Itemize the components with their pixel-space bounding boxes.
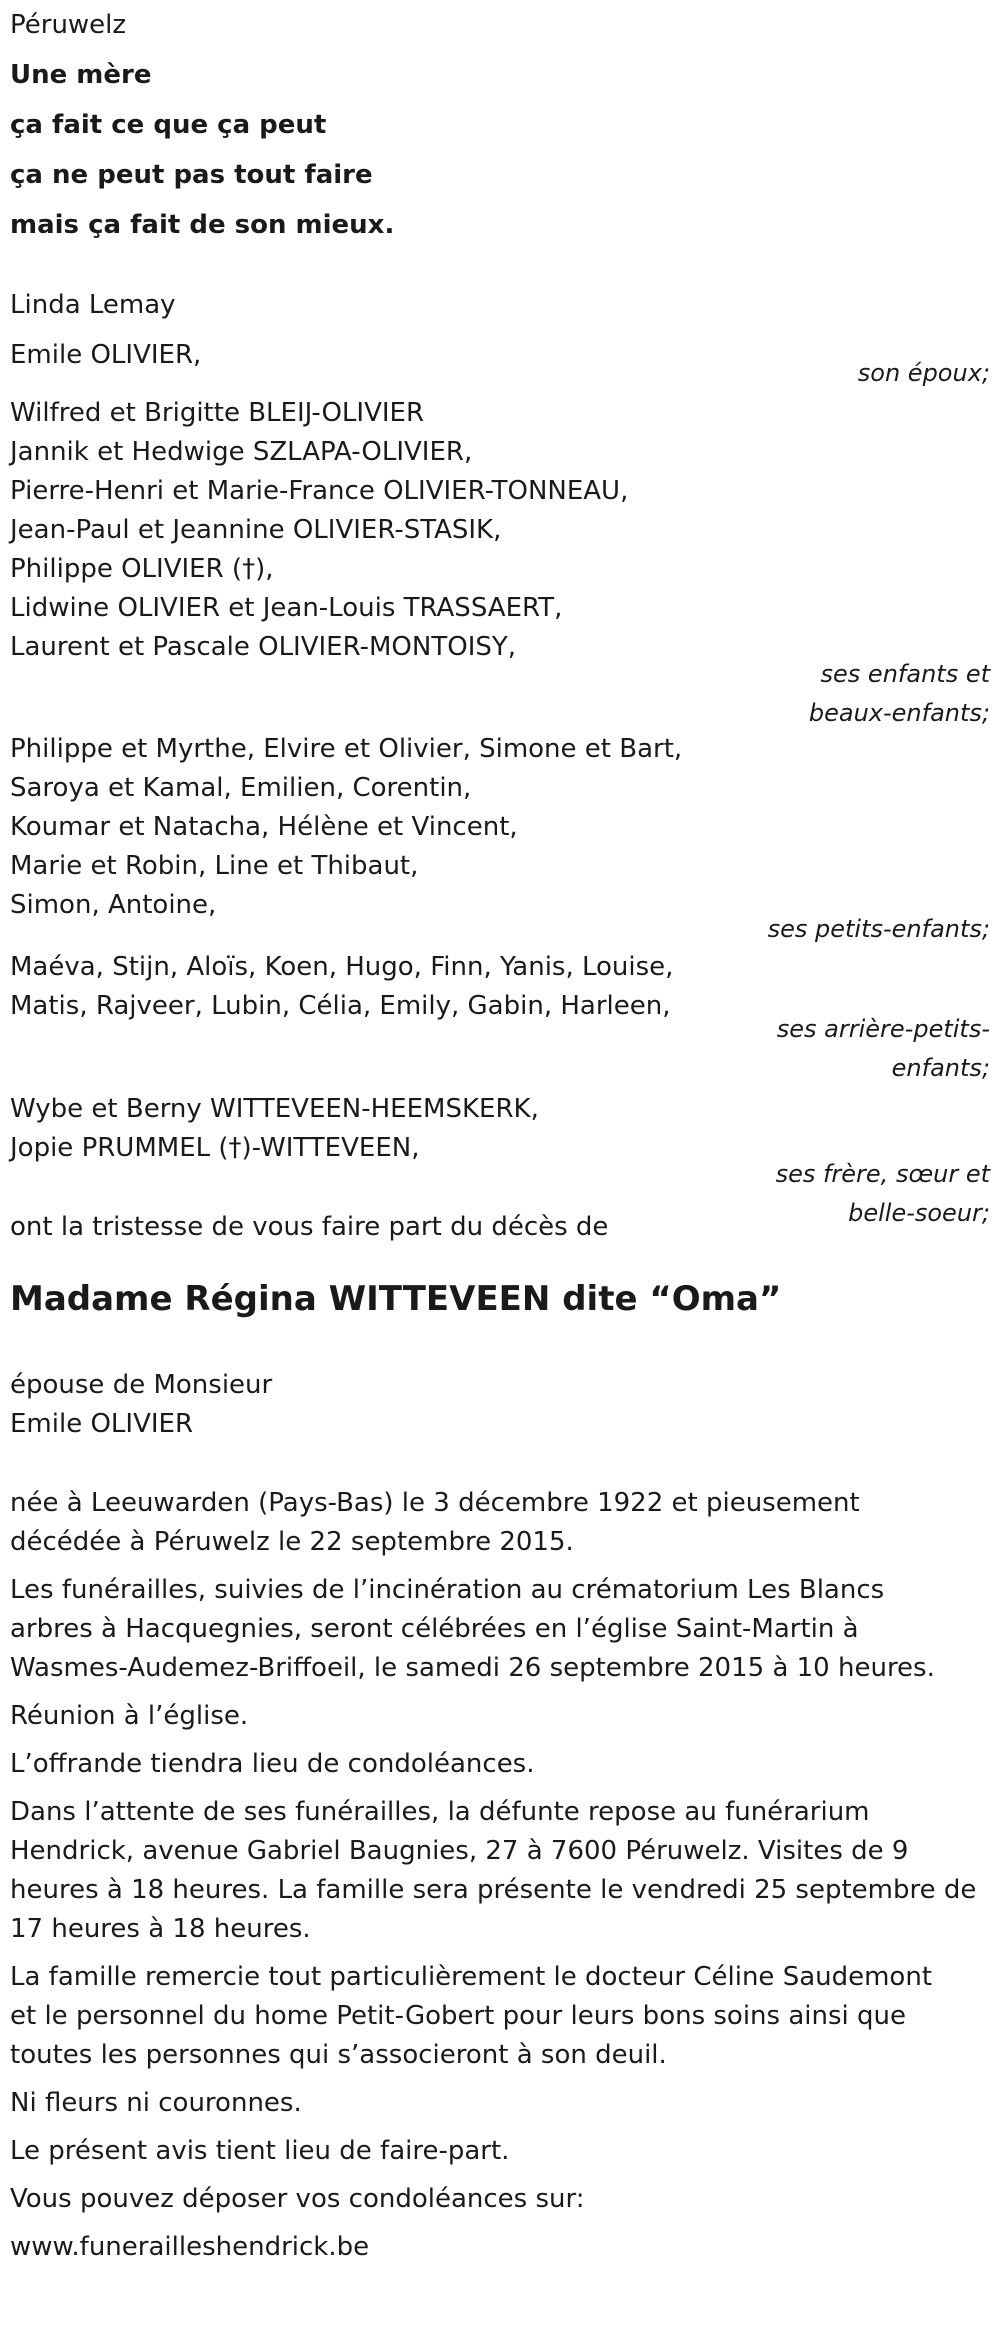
poem-line: mais ça fait de son mieux. (10, 210, 395, 240)
great-grandchild-line: Matis, Rajveer, Lubin, Célia, Emily, Gabin, Harleen, (10, 991, 671, 1021)
paragraph-line: Réunion à l’église. (10, 1701, 249, 1731)
paragraph-line: Hendrick, avenue Gabriel Baugnies, 27 à 7600 Péruwelz. Visites de 9 (10, 1836, 909, 1866)
paragraph-line: décédée à Péruwelz le 22 septembre 2015. (10, 1527, 574, 1557)
grandchild-line: Saroya et Kamal, Emilien, Corentin, (10, 773, 472, 803)
website-link[interactable]: www.funerailleshendrick.be (10, 2232, 370, 2262)
children-role: beaux-enfants; (808, 699, 990, 727)
children-role: ses enfants et (820, 660, 990, 688)
paragraph-line: Le présent avis tient lieu de faire-part. (10, 2136, 510, 2166)
announcement-text: ont la tristesse de vous faire part du décès de (10, 1212, 609, 1242)
deceased-title: Madame Régina WITTEVEEN dite “Oma” (10, 1279, 782, 1319)
poem-line: ça fait ce que ça peut (10, 110, 327, 140)
great-grandchildren-role: ses arrière-petits- (776, 1015, 990, 1043)
visitation-paragraph (10, 1793, 990, 1949)
paragraph-line: La famille remercie tout particulièrement le docteur Céline Saudemont (10, 1962, 933, 1992)
paragraph-line: Ni fleurs ni couronnes. (10, 2088, 302, 2118)
paragraph-line: heures à 18 heures. La famille sera présente le vendredi 25 septembre de (10, 1875, 977, 1905)
paragraph-line: et le personnel du home Petit-Gobert pour leurs bons soins ainsi que (10, 2001, 906, 2031)
grandchild-line: Philippe et Myrthe, Elvire et Olivier, Simone et Bart, (10, 734, 683, 764)
reunion-paragraph (10, 1697, 990, 1736)
condolences-paragraph (10, 2180, 990, 2219)
grandchild-line: Marie et Robin, Line et Thibaut, (10, 851, 419, 881)
place-name: Péruwelz (10, 10, 127, 40)
paragraph-line: 17 heures à 18 heures. (10, 1914, 311, 1944)
child-line: Philippe OLIVIER (†), (10, 554, 274, 584)
website-paragraph (10, 2228, 990, 2267)
birth-death-paragraph (10, 1484, 990, 1562)
sibling-line: Wybe et Berny WITTEVEEN-HEEMSKERK, (10, 1094, 539, 1124)
funeral-paragraph (10, 1571, 990, 1688)
child-line: Pierre-Henri et Marie-France OLIVIER-TONNEAU, (10, 476, 629, 506)
grandchildren-role: ses petits-enfants; (767, 915, 990, 943)
spouse-role: son époux; (857, 359, 990, 387)
thanks-paragraph (10, 1958, 990, 2075)
child-line: Lidwine OLIVIER et Jean-Louis TRASSAERT, (10, 593, 563, 623)
paragraph-line: L’offrande tiendra lieu de condoléances. (10, 1749, 535, 1779)
siblings-role: belle-soeur; (848, 1199, 990, 1227)
paragraph-line: Wasmes-Audemez-Briffoeil, le samedi 26 septembre 2015 à 10 heures. (10, 1653, 935, 1683)
paragraph-line: toutes les personnes qui s’associeront à son deuil. (10, 2040, 667, 2070)
child-line: Jean-Paul et Jeannine OLIVIER-STASIK, (10, 515, 502, 545)
siblings-role: ses frère, sœur et (775, 1160, 990, 1188)
grandchild-line: Koumar et Natacha, Hélène et Vincent, (10, 812, 518, 842)
flowers-paragraph (10, 2084, 990, 2123)
great-grandchild-line: Maéva, Stijn, Aloïs, Koen, Hugo, Finn, Yanis, Louise, (10, 952, 674, 982)
paragraph-line: née à Leeuwarden (Pays-Bas) le 3 décembre 1922 et pieusement (10, 1488, 860, 1518)
child-line: Laurent et Pascale OLIVIER-MONTOISY, (10, 632, 517, 662)
paragraph-line: Les funérailles, suivies de l’incinération au crématorium Les Blancs (10, 1575, 885, 1605)
poem-line: ça ne peut pas tout faire (10, 160, 373, 190)
paragraph-line: Dans l’attente de ses funérailles, la défunte repose au funérarium (10, 1797, 870, 1827)
paragraph-line: Vous pouvez déposer vos condoléances sur: (10, 2184, 585, 2214)
poem-line: Une mère (10, 60, 152, 90)
sibling-line: Jopie PRUMMEL (†)-WITTEVEEN, (10, 1133, 420, 1163)
child-line: Wilfred et Brigitte BLEIJ-OLIVIER (10, 398, 425, 428)
offering-paragraph (10, 1745, 990, 1784)
spouse-of-line: Emile OLIVIER (10, 1409, 194, 1439)
spouse-of-line: épouse de Monsieur (10, 1370, 273, 1400)
spouse-name: Emile OLIVIER, (10, 340, 202, 370)
paragraph-line: arbres à Hacquegnies, seront célébrées en l’église Saint-Martin à (10, 1614, 859, 1644)
notice-paragraph (10, 2132, 990, 2171)
child-line: Jannik et Hedwige SZLAPA-OLIVIER, (10, 437, 473, 467)
great-grandchildren-role: enfants; (891, 1054, 990, 1082)
poem-author: Linda Lemay (10, 290, 176, 320)
grandchild-line: Simon, Antoine, (10, 890, 217, 920)
